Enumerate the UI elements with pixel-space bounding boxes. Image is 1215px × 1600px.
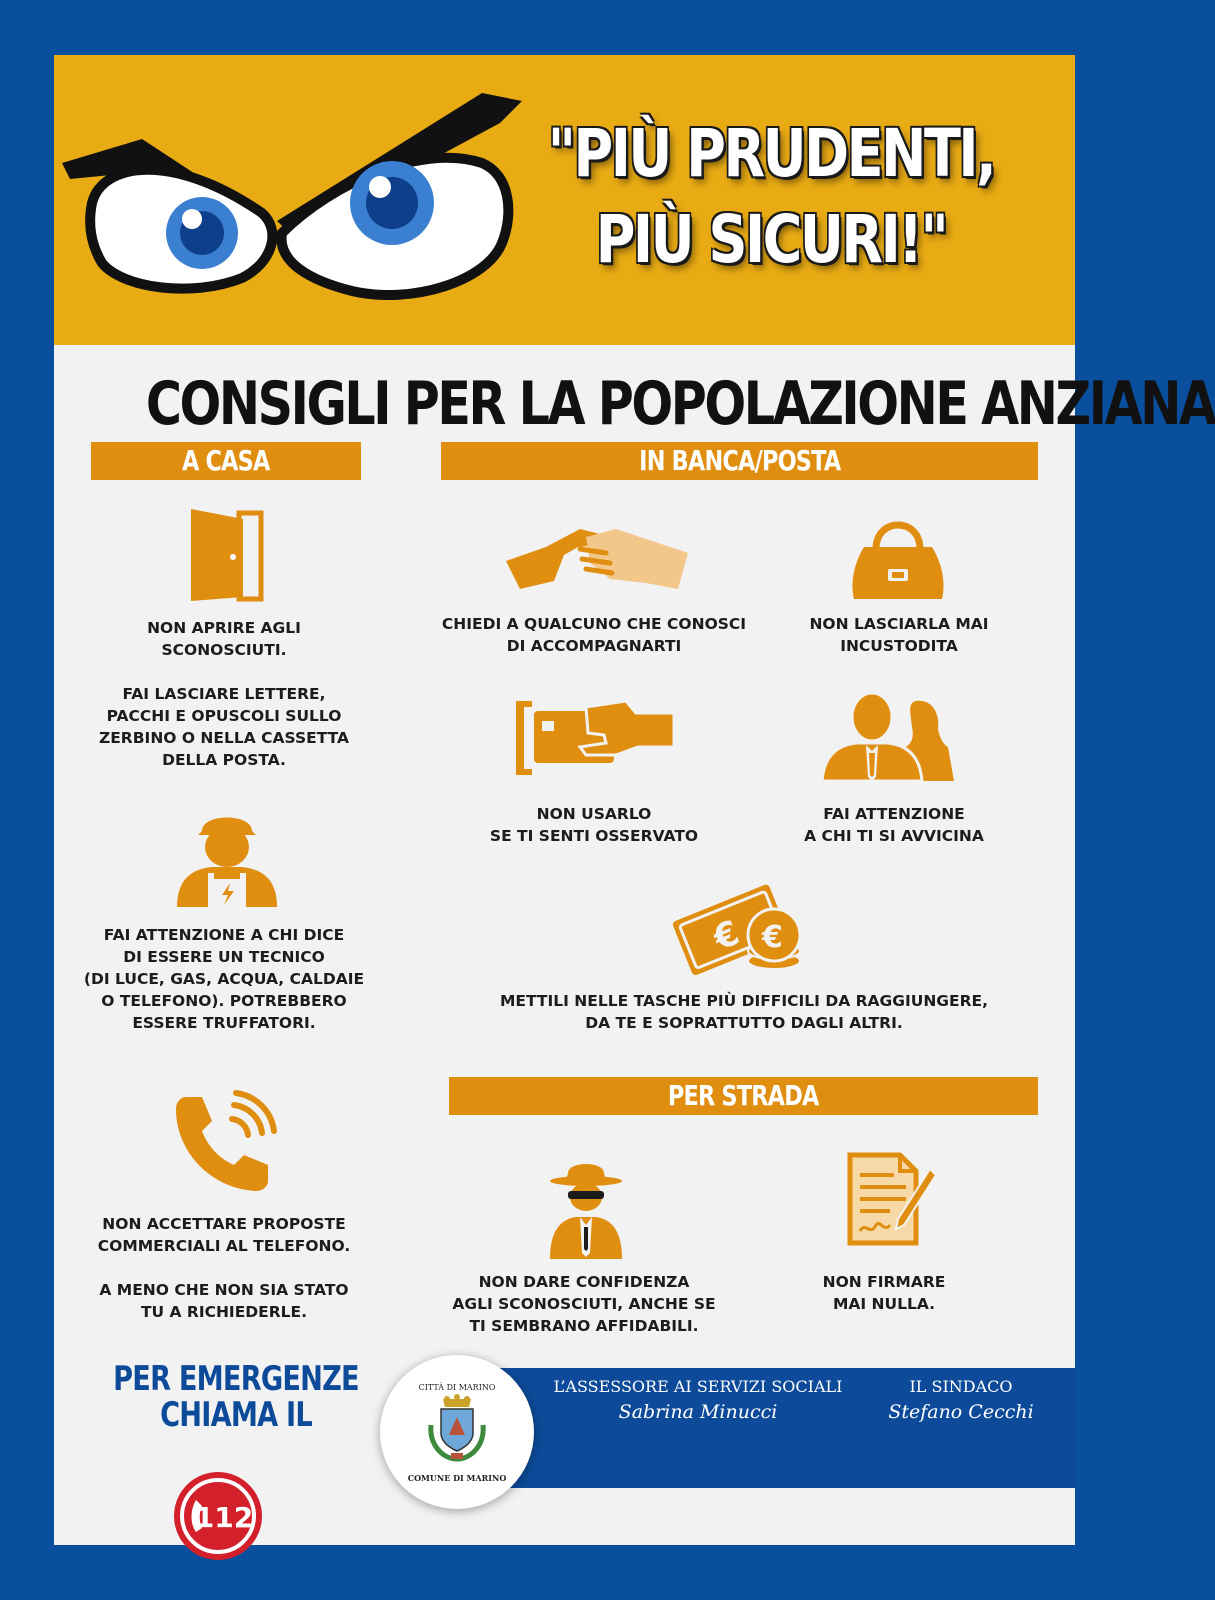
signature-name: Sabrina Minucci (618, 1401, 778, 1423)
emergency-number: 112 (194, 1501, 254, 1534)
door-icon (187, 505, 267, 605)
city-seal (380, 1355, 534, 1509)
emergency-112-icon (172, 1470, 264, 1562)
poster (54, 55, 1215, 1545)
section-header-home (91, 442, 361, 480)
slogan-line-1: "PIÙ PRUDENTI, (547, 115, 995, 192)
signature-role: IL SINDACO (909, 1377, 1013, 1396)
tip-bag: NON LASCIARLA MAI INCUSTODITA (809, 615, 989, 655)
tip-door: NON APRIRE AGLI SCONOSCIUTI. FAI LASCIARE LETTERE, PACCHI E OPUSCOLI SULLO ZERBINO O NELLA CASSETTA DELLA POSTA. (98, 619, 350, 769)
tip-accompany: CHIEDI A QUALCUNO CHE CONOSCI DI ACCOMPAGNARTI (441, 615, 747, 655)
section-street-label: PER STRADA (668, 1079, 819, 1112)
angry-eyes-icon (62, 93, 532, 303)
signature-role: L’ASSESSORE AI SERVIZI SOCIALI (553, 1377, 843, 1396)
signature-sindaco (866, 1377, 1056, 1423)
svg-text:€: € (708, 912, 745, 959)
atm-card-icon (516, 697, 674, 779)
handbag-icon (850, 513, 946, 603)
emergency-text: PER EMERGENZE CHIAMA IL (113, 1359, 359, 1435)
signature-assessore (550, 1377, 846, 1423)
technician-icon (172, 807, 282, 909)
slogan-line-2: PIÙ SICURI!" (595, 201, 947, 278)
people-icon (822, 691, 954, 781)
tip-atm: NON USARLO SE TI SENTI OSSERVATO (489, 805, 699, 845)
section-header-street (449, 1077, 1038, 1115)
page-title: CONSIGLI PER LA POPOLAZIONE ANZIANA (145, 369, 1215, 439)
spy-icon (548, 1159, 624, 1261)
seal-top-text: CITTÀ DI MARINO (418, 1383, 496, 1392)
tip-money: METTILI NELLE TASCHE PIÙ DIFFICILI DA RAGGIUNGERE, DA TE E SOPRATTUTTO DAGLI ALTRI. (499, 992, 989, 1032)
tip-stranger: NON DARE CONFIDENZA AGLI SCONOSCIUTI, ANCHE SE TI SEMBRANO AFFIDABILI. (452, 1273, 716, 1335)
money-icon (670, 873, 810, 973)
signature-name: Stefano Cecchi (888, 1401, 1034, 1423)
tip-phone: NON ACCETTARE PROPOSTE COMMERCIALI AL TELEFONO. A MENO CHE NON SIA STATO TU A RICHIEDERLE. (97, 1215, 351, 1321)
seal-bottom-text: COMUNE DI MARINO (407, 1473, 507, 1483)
coat-of-arms-icon (425, 1395, 489, 1463)
tip-technician: FAI ATTENZIONE A CHI DICE DI ESSERE UN TECNICO (DI LUCE, GAS, ACQUA, CALDAIE O TELEFONO). POTREBBERO ESSERE TRUFFATORI. (83, 926, 365, 1032)
section-home-label: A CASA (182, 444, 270, 477)
svg-text:€: € (762, 920, 783, 955)
slogan (541, 111, 1000, 283)
handshake-icon (506, 523, 688, 595)
contract-sign-icon (844, 1151, 936, 1247)
tip-sign: NON FIRMARE MAI NULLA. (822, 1273, 946, 1313)
phone-icon (172, 1093, 276, 1193)
header-banner (54, 55, 1075, 345)
section-bank-label: IN BANCA/POSTA (638, 444, 841, 477)
section-header-bank (441, 442, 1038, 480)
tip-approach: FAI ATTENZIONE A CHI TI SI AVVICINA (804, 805, 984, 845)
